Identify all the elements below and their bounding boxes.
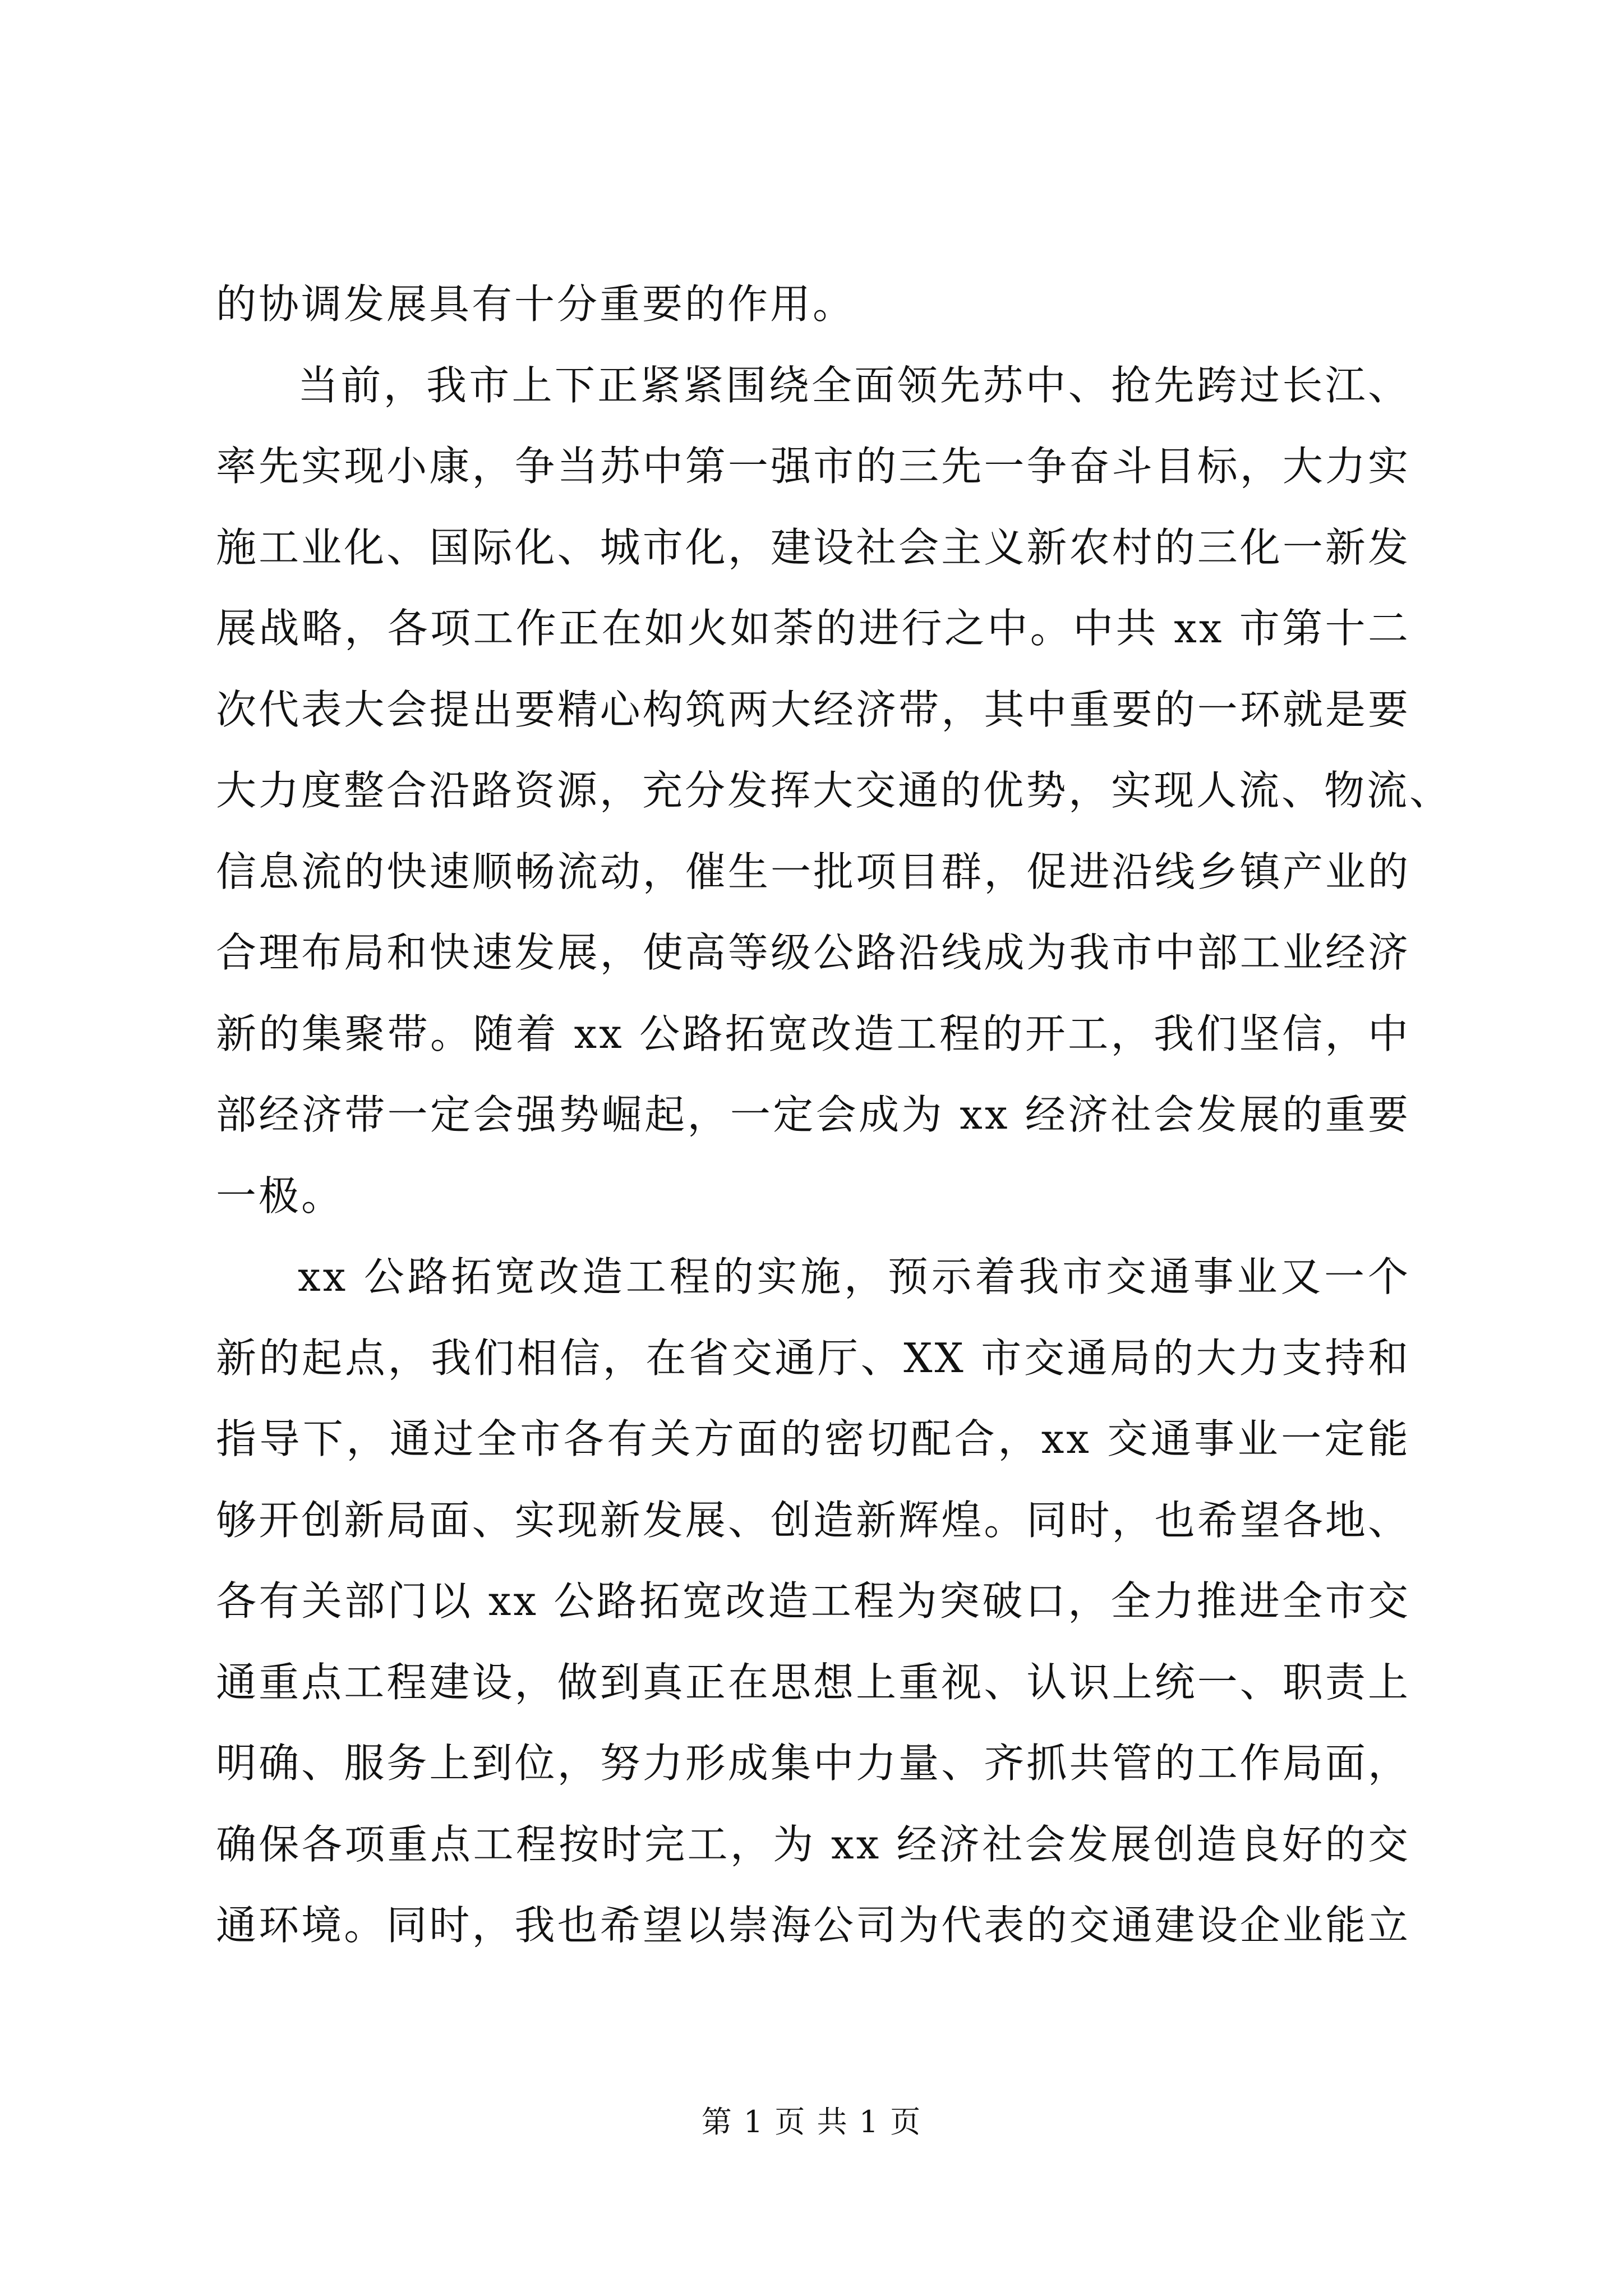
text-line: 展战略，各项工作正在如火如荼的进行之中。中共 xx 市第十二	[216, 605, 1410, 652]
text-line: 合理布局和快速发展，使高等级公路沿线成为我市中部工业经济	[216, 929, 1410, 976]
page-number-footer: 第 1 页 共 1 页	[701, 2104, 922, 2139]
text-line: 新的集聚带。随着 xx 公路拓宽改造工程的开工，我们坚信，中	[216, 1010, 1410, 1057]
text-line: 新的起点，我们相信，在省交通厅、XX 市交通局的大力支持和	[216, 1334, 1410, 1382]
text-line: 一极。	[216, 1172, 344, 1220]
text-line: 次代表大会提出要精心构筑两大经济带，其中重要的一环就是要	[216, 685, 1410, 733]
paragraph-first-line: 当前，我市上下正紧紧围绕全面领先苏中、抢先跨过长江、	[298, 361, 1410, 409]
text-line: 率先实现小康，争当苏中第一强市的三先一争奋斗目标，大力实	[216, 443, 1410, 490]
paragraph-first-line: xx 公路拓宽改造工程的实施，预示着我市交通事业又一个	[298, 1253, 1410, 1300]
text-line: 施工业化、国际化、城市化，建设社会主义新农村的三化一新发	[216, 523, 1410, 571]
document-body	[216, 264, 1453, 1966]
text-line: 通重点工程建设，做到真正在思想上重视、认识上统一、职责上	[216, 1658, 1410, 1706]
text-line: 指导下，通过全市各有关方面的密切配合，xx 交通事业一定能	[216, 1415, 1410, 1462]
text-line: 部经济带一定会强势崛起，一定会成为 xx 经济社会发展的重要	[216, 1091, 1410, 1138]
text-line: 明确、服务上到位，努力形成集中力量、齐抓共管的工作局面，	[216, 1740, 1410, 1787]
text-line: 的协调发展具有十分重要的作用。	[216, 280, 856, 328]
text-line: 大力度整合沿路资源，充分发挥大交通的优势，实现人流、物流、	[216, 767, 1453, 814]
text-line: 确保各项重点工程按时完工，为 xx 经济社会发展创造良好的交	[216, 1820, 1410, 1868]
text-line: 通环境。同时，我也希望以崇海公司为代表的交通建设企业能立	[216, 1902, 1410, 1949]
text-line: 信息流的快速顺畅流动，催生一批项目群，促进沿线乡镇产业的	[216, 848, 1410, 895]
text-line: 够开创新局面、实现新发展、创造新辉煌。同时，也希望各地、	[216, 1496, 1410, 1544]
text-line: 各有关部门以 xx 公路拓宽改造工程为突破口，全力推进全市交	[216, 1577, 1410, 1625]
